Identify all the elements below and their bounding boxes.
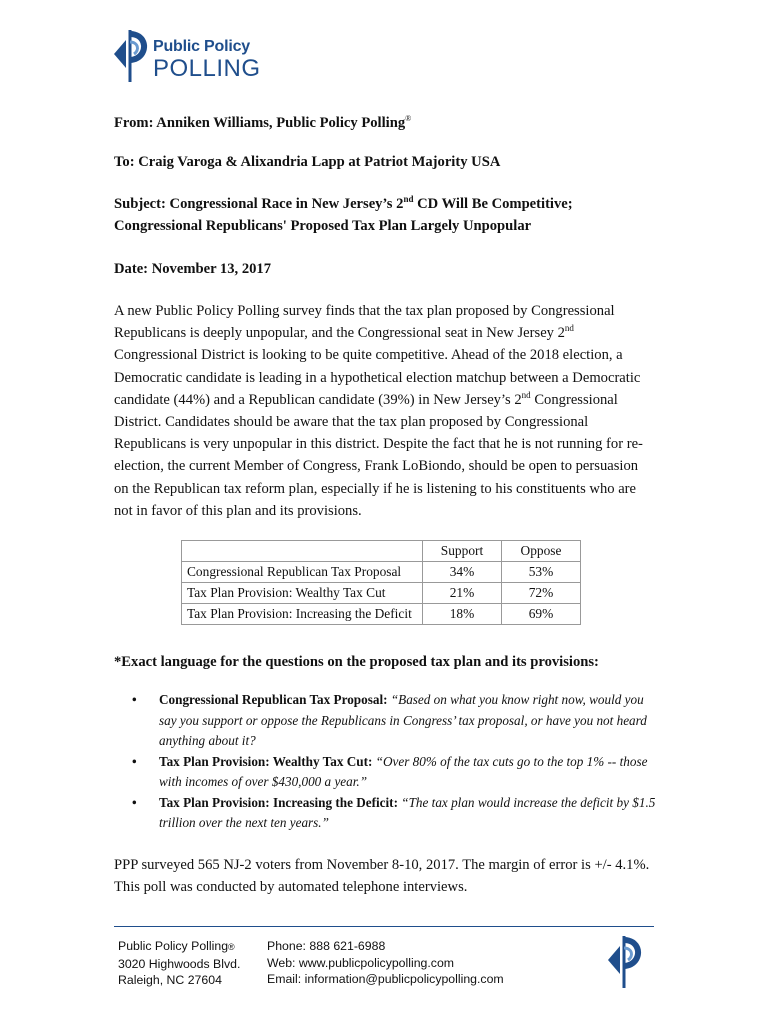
date-label: Date: <box>114 261 149 277</box>
list-item <box>114 690 659 752</box>
table-row <box>182 583 581 604</box>
bullet-icon: • <box>132 753 137 769</box>
table-cell: Tax Plan Provision: Increasing the Deficit <box>182 604 423 625</box>
subject-sup: nd <box>403 194 414 205</box>
from-value: Anniken Williams, Public Policy Polling <box>156 115 406 131</box>
footer-address2: Raleigh, NC 27604 <box>118 973 222 987</box>
questions-heading: *Exact language for the questions on the proposed tax plan and its provisions: <box>114 654 599 670</box>
subject-label: Subject: <box>114 196 166 212</box>
subject-line-2: Congressional Republicans' Proposed Tax Plan Largely Unpopular <box>114 218 532 234</box>
footer-registered: ® <box>228 942 235 952</box>
table-cell: Tax Plan Provision: Wealthy Tax Cut <box>182 583 423 604</box>
question-text: “Over 80% of the tax cuts go to the top 1% -- those with incomes of over $430,000 a year.” <box>159 753 648 789</box>
footer-web[interactable]: Web: www.publicpolicypolling.com <box>267 955 455 970</box>
intro-paragraph <box>114 300 654 522</box>
bullet-icon: • <box>132 794 137 810</box>
footer-divider <box>114 926 654 927</box>
questions-list <box>114 690 659 834</box>
subject-line1-post: CD Will Be Competitive; <box>417 196 573 212</box>
question-label: Tax Plan Provision: Increasing the Deficit: <box>159 794 398 810</box>
logo-text-line2: POLLING <box>153 55 261 82</box>
intro-part2: Congressional District is looking to be quite competitive. Ahead of the 2018 election, a Democratic candidate is leading in a hypothetical election matchup between a Democratic candidate (44%) and a Republican candidate (39%) in New Jersey’s 2 <box>114 347 641 408</box>
table-cell: 21% <box>423 583 502 604</box>
table-cell: 72% <box>502 583 581 604</box>
date-value: November 13, 2017 <box>151 261 272 277</box>
to-value: Craig Varoga & Alixandria Lapp at Patriot Majority USA <box>138 154 501 170</box>
table-cell: 69% <box>502 604 581 625</box>
intro-part3: Congressional District. Candidates should be aware that the tax plan proposed by Congressional Republicans is very unpopular in this district. Despite the fact that he is not running for re-election, the current Member of Congress, Frank LoBiondo, should be open to persuasion on the Republican tax reform plan, especially if he is listening to his constituents who are not in favor of this plan and its provisions. <box>114 391 643 519</box>
table-row <box>182 604 581 625</box>
poll-results-table <box>181 540 581 625</box>
table-header-row <box>182 541 581 562</box>
from-line <box>114 115 411 132</box>
ppp-logo-icon <box>604 934 644 990</box>
intro-sup2: nd <box>521 389 531 400</box>
methodology-paragraph: PPP surveyed 565 NJ-2 voters from November 8-10, 2017. The margin of error is +/- 4.1%. This poll was conducted by automated telephone interviews. <box>114 857 650 895</box>
footer-email[interactable]: Email: information@publicpolicypolling.com <box>267 972 504 986</box>
table-header-cell <box>182 541 423 562</box>
list-item <box>114 793 659 834</box>
registered-mark: ® <box>405 114 412 124</box>
question-text: “The tax plan would increase the deficit by $1.5 trillion over the next ten years.” <box>159 794 656 830</box>
intro-part1: A new Public Policy Polling survey finds that the tax plan proposed by Congressional Republicans is deeply unpopular, and the Congressional seat in New Jersey 2 <box>114 303 615 342</box>
table-cell: 18% <box>423 604 502 625</box>
to-label: To: <box>114 154 135 170</box>
question-text: “Based on what you know right now, would you say you support or oppose the Republicans in Congress’ tax proposal, or have you not heard anything about it? <box>159 692 647 748</box>
footer-org: Public Policy Polling <box>118 939 229 953</box>
list-item <box>114 752 659 793</box>
table-cell: 34% <box>423 562 502 583</box>
footer-phone: Phone: 888 621-6988 <box>267 939 386 953</box>
table-header-cell: Oppose <box>502 541 581 562</box>
subject-line-1 <box>114 196 573 213</box>
question-label: Tax Plan Provision: Wealthy Tax Cut: <box>159 753 373 769</box>
date-line <box>114 261 271 278</box>
table-header-cell: Support <box>423 541 502 562</box>
subject-line1-pre: Congressional Race in New Jersey’s 2 <box>169 196 404 212</box>
question-label: Congressional Republican Tax Proposal: <box>159 692 388 707</box>
intro-sup1: nd <box>564 323 574 334</box>
ppp-logo-icon <box>110 28 150 84</box>
table-cell: Congressional Republican Tax Proposal <box>182 562 423 583</box>
footer-address <box>118 938 240 989</box>
table-cell: 53% <box>502 562 581 583</box>
footer-address1: 3020 Highwoods Blvd. <box>118 956 241 971</box>
to-line <box>114 154 500 171</box>
logo-text-line1: Public Policy <box>153 38 250 55</box>
table-row <box>182 562 581 583</box>
ppp-logo <box>110 28 270 84</box>
footer-contact <box>267 938 504 988</box>
bullet-icon: • <box>132 692 137 707</box>
footer-logo <box>604 934 644 995</box>
from-label: From: <box>114 115 154 131</box>
